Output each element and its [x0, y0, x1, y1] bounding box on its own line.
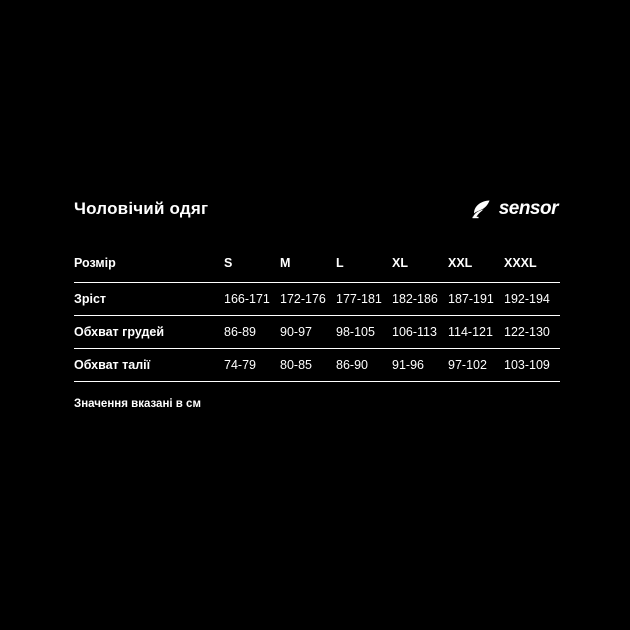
- cell-waist-xl: 91-96: [392, 349, 448, 382]
- cell-height-s: 166-171: [224, 283, 280, 316]
- cell-height-l: 177-181: [336, 283, 392, 316]
- cell-chest-l: 98-105: [336, 316, 392, 349]
- row-label-height: Зріст: [74, 283, 224, 316]
- cell-waist-s: 74-79: [224, 349, 280, 382]
- column-header-xxl: XXL: [448, 244, 504, 283]
- cell-height-xxl: 187-191: [448, 283, 504, 316]
- table-row: [74, 283, 560, 316]
- sensor-leaf-icon: [471, 198, 493, 220]
- table-row: [74, 316, 560, 349]
- cell-chest-xl: 106-113: [392, 316, 448, 349]
- cell-height-xxxl: 192-194: [504, 283, 560, 316]
- brand-logo: [471, 198, 558, 220]
- cell-chest-xxxl: 122-130: [504, 316, 560, 349]
- size-table: [74, 244, 560, 382]
- column-header-xl: XL: [392, 244, 448, 283]
- column-header-l: L: [336, 244, 392, 283]
- cell-height-m: 172-176: [280, 283, 336, 316]
- column-header-m: M: [280, 244, 336, 283]
- cell-chest-m: 90-97: [280, 316, 336, 349]
- page-title: Чоловічий одяг: [74, 199, 209, 218]
- cell-waist-m: 80-85: [280, 349, 336, 382]
- column-header-xxxl: XXXL: [504, 244, 560, 283]
- table-row: [74, 349, 560, 382]
- cell-waist-xxxl: 103-109: [504, 349, 560, 382]
- brand-name: sensor: [498, 198, 558, 219]
- cell-chest-s: 86-89: [224, 316, 280, 349]
- size-table-head: [74, 244, 560, 283]
- units-note: Значення вказані в см: [74, 398, 201, 410]
- cell-height-xl: 182-186: [392, 283, 448, 316]
- column-header-s: S: [224, 244, 280, 283]
- row-label-chest: Обхват грудей: [74, 316, 224, 349]
- size-table-body: [74, 283, 560, 382]
- header: [74, 198, 558, 220]
- column-header-measure: Розмір: [74, 244, 224, 283]
- cell-waist-l: 86-90: [336, 349, 392, 382]
- cell-chest-xxl: 114-121: [448, 316, 504, 349]
- table-header-row: [74, 244, 560, 283]
- row-label-waist: Обхват талії: [74, 349, 224, 382]
- cell-waist-xxl: 97-102: [448, 349, 504, 382]
